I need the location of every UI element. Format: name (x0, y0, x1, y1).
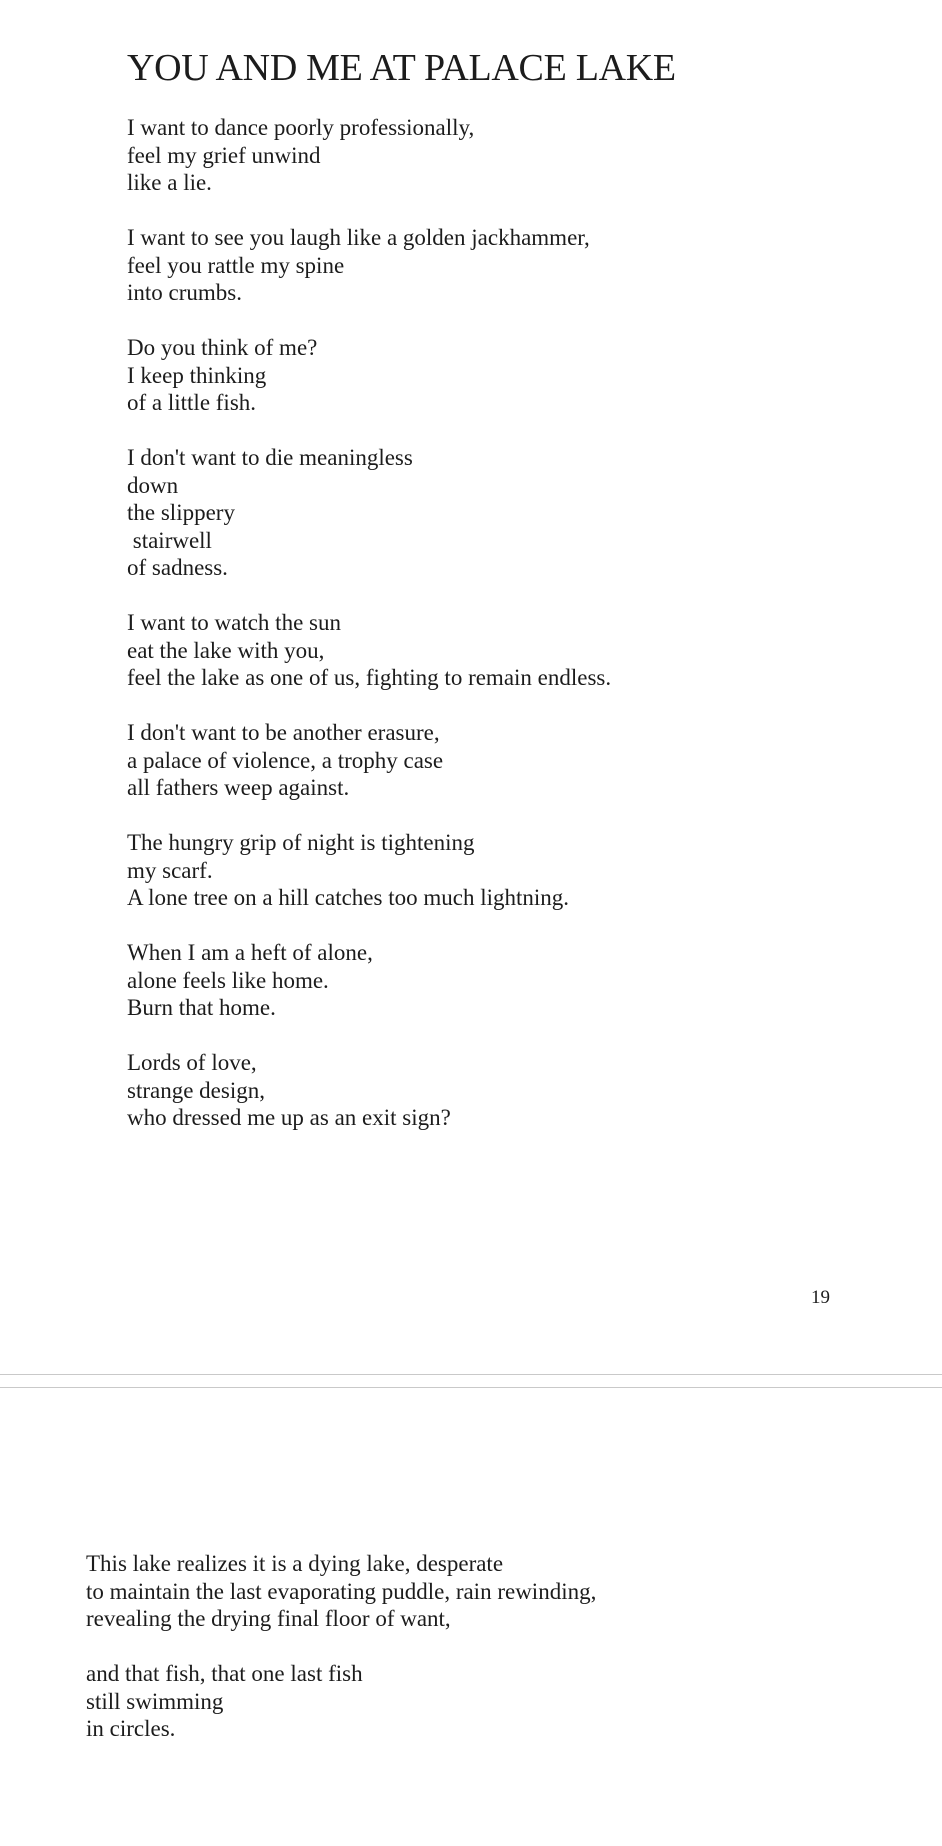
poem-line: I want to dance poorly professionally, (127, 115, 475, 140)
poem-line: feel you rattle my spine (127, 252, 345, 278)
poem-line: into crumbs. (127, 280, 242, 305)
stanza-3 (127, 334, 887, 417)
poem-line: strange design, (127, 1077, 265, 1103)
poem-line: feel my grief unwind (127, 142, 321, 168)
poem-line: my scarf. (127, 857, 213, 883)
stanza-7 (127, 829, 887, 912)
poem-body (127, 114, 887, 1159)
page-separator (0, 1374, 942, 1388)
stanza-8 (127, 939, 887, 1022)
poem-title: YOU AND ME AT PALACE LAKE (127, 47, 676, 89)
stanza-11 (86, 1660, 886, 1743)
poem-line: I want to watch the sun (127, 610, 341, 635)
poem-line: still swimming (86, 1688, 224, 1714)
poem-body-continued (86, 1550, 886, 1770)
poem-line: alone feels like home. (127, 967, 329, 993)
stanza-9 (127, 1049, 887, 1132)
stanza-5 (127, 609, 887, 692)
poem-line: in circles. (86, 1716, 176, 1741)
poem-line: I want to see you laugh like a golden jackhammer, (127, 225, 590, 250)
poem-line: This lake realizes it is a dying lake, desperate (86, 1551, 504, 1576)
poem-line: down (127, 472, 179, 498)
poem-line: A lone tree on a hill catches too much lightning. (127, 885, 570, 910)
stanza-1 (127, 114, 887, 197)
poem-line: The hungry grip of night is tightening (127, 830, 475, 855)
poem-line: revealing the drying final floor of want, (86, 1606, 451, 1631)
stanza-6 (127, 719, 887, 802)
poem-line: a palace of violence, a trophy case (127, 747, 444, 773)
poem-line: of a little fish. (127, 390, 257, 415)
poem-line: who dressed me up as an exit sign? (127, 1105, 451, 1130)
poem-line: all fathers weep against. (127, 775, 350, 800)
poem-line: Do you think of me? (127, 335, 318, 360)
poem-line: Burn that home. (127, 995, 276, 1020)
poem-line: to maintain the last evaporating puddle, rain rewinding, (86, 1578, 597, 1604)
poem-line: stairwell (127, 527, 212, 553)
poem-line: I don't want to die meaningless (127, 445, 413, 470)
poem-line: eat the lake with you, (127, 637, 325, 663)
poem-line: When I am a heft of alone, (127, 940, 373, 965)
poem-line: like a lie. (127, 170, 212, 195)
page-number: 19 (811, 1287, 830, 1308)
document-page-20 (0, 1388, 942, 1846)
poem-line: the slippery (127, 500, 235, 525)
poem-line: Lords of love, (127, 1050, 257, 1075)
stanza-4 (127, 444, 887, 582)
poem-line: and that fish, that one last fish (86, 1661, 363, 1686)
poem-line: I don't want to be another erasure, (127, 720, 440, 745)
poem-line: of sadness. (127, 555, 228, 580)
stanza-10 (86, 1550, 886, 1633)
poem-line: I keep thinking (127, 362, 267, 388)
poem-line: feel the lake as one of us, fighting to remain endless. (127, 665, 612, 690)
stanza-2 (127, 224, 887, 307)
